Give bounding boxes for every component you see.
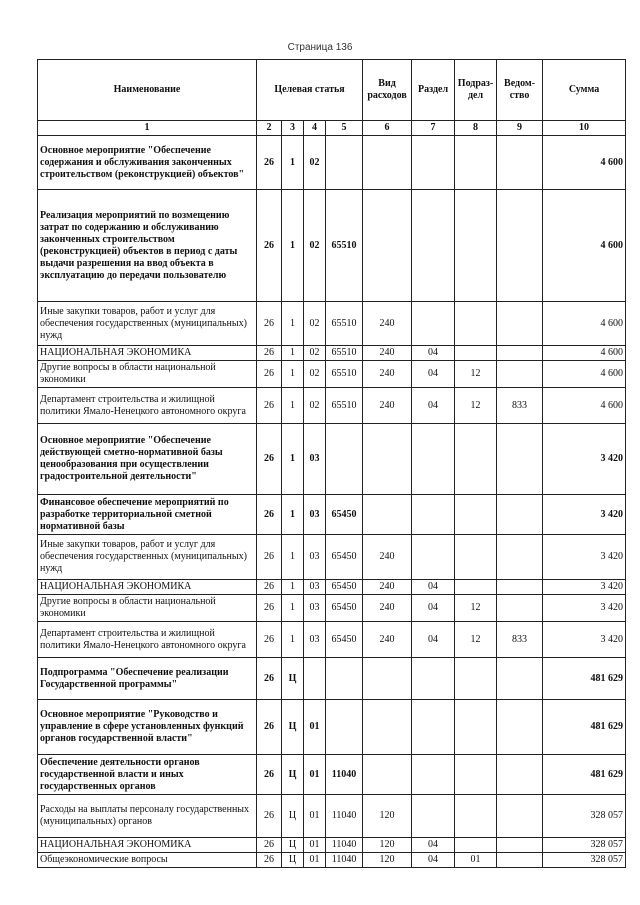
cell-summa: 4 600	[543, 190, 626, 302]
cell-vid: 240	[363, 302, 412, 346]
cell-vid	[363, 136, 412, 190]
cell-event: 01	[304, 755, 326, 795]
cell-program: 26	[257, 853, 282, 868]
cell-program: 26	[257, 136, 282, 190]
cell-summa: 4 600	[543, 361, 626, 388]
cell-event: 02	[304, 190, 326, 302]
header-summa: Сумма	[543, 60, 626, 121]
cell-name: Основное мероприятие "Обеспечение содержания и обслуживания законченных строительством (реконструкцией) объектов"	[38, 136, 257, 190]
cell-event: 03	[304, 424, 326, 495]
cell-summa: 3 420	[543, 495, 626, 535]
cell-direction: 65510	[326, 190, 363, 302]
cell-vid: 240	[363, 346, 412, 361]
cell-program: 26	[257, 424, 282, 495]
cell-event: 01	[304, 853, 326, 868]
cell-name: Другие вопросы в области национальной экономики	[38, 595, 257, 622]
col-number: 3	[282, 121, 304, 136]
cell-direction: 65450	[326, 535, 363, 580]
cell-subprogram: 1	[282, 302, 304, 346]
cell-event: 02	[304, 388, 326, 424]
cell-vedomstvo	[497, 838, 543, 853]
cell-direction: 11040	[326, 838, 363, 853]
table-row	[38, 346, 626, 361]
cell-razdel: 04	[412, 388, 455, 424]
cell-vid: 120	[363, 838, 412, 853]
table-row	[38, 755, 626, 795]
cell-direction: 65450	[326, 622, 363, 658]
column-number-row	[38, 121, 626, 136]
cell-name: Иные закупки товаров, работ и услуг для обеспечения государственных (муниципальных) нужд	[38, 302, 257, 346]
cell-summa: 328 057	[543, 838, 626, 853]
cell-summa: 3 420	[543, 424, 626, 495]
table-row	[38, 388, 626, 424]
cell-name: Основное мероприятие "Руководство и управление в сфере установленных функций органов государственной власти"	[38, 700, 257, 755]
cell-vid	[363, 424, 412, 495]
cell-vedomstvo	[497, 700, 543, 755]
cell-summa: 4 600	[543, 302, 626, 346]
cell-podrazdel: 12	[455, 388, 497, 424]
cell-summa: 3 420	[543, 535, 626, 580]
cell-direction: 11040	[326, 853, 363, 868]
cell-razdel	[412, 700, 455, 755]
cell-vid	[363, 755, 412, 795]
cell-name: Финансовое обеспечение мероприятий по разработке территориальной сметной нормативной базы	[38, 495, 257, 535]
cell-vid: 240	[363, 595, 412, 622]
cell-razdel: 04	[412, 853, 455, 868]
cell-podrazdel	[455, 580, 497, 595]
cell-podrazdel	[455, 658, 497, 700]
cell-vid	[363, 495, 412, 535]
cell-subprogram: 1	[282, 595, 304, 622]
table-row	[38, 535, 626, 580]
cell-event: 02	[304, 361, 326, 388]
cell-program: 26	[257, 346, 282, 361]
page-label: Страница 136	[287, 42, 353, 53]
cell-vedomstvo	[497, 535, 543, 580]
cell-name: Расходы на выплаты персоналу государственных (муниципальных) органов	[38, 795, 257, 838]
cell-event: 03	[304, 580, 326, 595]
header-razdel: Раздел	[412, 60, 455, 121]
table-row	[38, 700, 626, 755]
header-row	[38, 60, 626, 121]
cell-subprogram: 1	[282, 190, 304, 302]
cell-name: Департамент строительства и жилищной политики Ямало-Ненецкого автономного округа	[38, 622, 257, 658]
cell-event: 02	[304, 302, 326, 346]
cell-subprogram: 1	[282, 136, 304, 190]
cell-razdel: 04	[412, 838, 455, 853]
cell-program: 26	[257, 535, 282, 580]
cell-summa: 4 600	[543, 136, 626, 190]
cell-razdel	[412, 795, 455, 838]
table-row	[38, 580, 626, 595]
cell-direction: 65450	[326, 495, 363, 535]
cell-summa: 328 057	[543, 853, 626, 868]
cell-subprogram: Ц	[282, 755, 304, 795]
header-podrazdel: Подраз-дел	[455, 60, 497, 121]
cell-podrazdel: 01	[455, 853, 497, 868]
cell-name: Департамент строительства и жилищной политики Ямало-Ненецкого автономного округа	[38, 388, 257, 424]
cell-name: Обеспечение деятельности органов государственной власти и иных государственных органов	[38, 755, 257, 795]
cell-podrazdel	[455, 302, 497, 346]
cell-summa: 481 629	[543, 700, 626, 755]
cell-program: 26	[257, 580, 282, 595]
table-row	[38, 136, 626, 190]
cell-name: Подпрограмма "Обеспечение реализации Государственной программы"	[38, 658, 257, 700]
cell-vid: 240	[363, 535, 412, 580]
cell-razdel: 04	[412, 622, 455, 658]
cell-vid: 120	[363, 795, 412, 838]
table-row	[38, 495, 626, 535]
cell-summa: 3 420	[543, 595, 626, 622]
cell-vedomstvo	[497, 580, 543, 595]
cell-direction: 65510	[326, 388, 363, 424]
cell-name: Основное мероприятие "Обеспечение действующей сметно-нормативной базы ценообразования при осуществлении градостроительной деятельности"	[38, 424, 257, 495]
cell-event: 03	[304, 535, 326, 580]
cell-name: Другие вопросы в области национальной экономики	[38, 361, 257, 388]
cell-podrazdel: 12	[455, 361, 497, 388]
cell-vedomstvo	[497, 853, 543, 868]
cell-program: 26	[257, 658, 282, 700]
cell-vedomstvo	[497, 658, 543, 700]
col-number: 6	[363, 121, 412, 136]
cell-program: 26	[257, 755, 282, 795]
cell-razdel	[412, 302, 455, 346]
col-number: 4	[304, 121, 326, 136]
cell-subprogram: 1	[282, 388, 304, 424]
cell-vid	[363, 190, 412, 302]
table-row	[38, 838, 626, 853]
cell-subprogram: Ц	[282, 838, 304, 853]
cell-subprogram: Ц	[282, 658, 304, 700]
table-row	[38, 190, 626, 302]
cell-podrazdel	[455, 755, 497, 795]
cell-summa: 481 629	[543, 658, 626, 700]
cell-vedomstvo	[497, 346, 543, 361]
cell-summa: 4 600	[543, 388, 626, 424]
cell-vedomstvo	[497, 495, 543, 535]
table-row	[38, 302, 626, 346]
cell-vedomstvo: 833	[497, 388, 543, 424]
cell-direction: 65510	[326, 302, 363, 346]
cell-vid: 120	[363, 853, 412, 868]
cell-program: 26	[257, 622, 282, 658]
cell-subprogram: 1	[282, 495, 304, 535]
cell-program: 26	[257, 361, 282, 388]
cell-subprogram: 1	[282, 535, 304, 580]
cell-program: 26	[257, 700, 282, 755]
cell-vedomstvo	[497, 136, 543, 190]
table-row	[38, 361, 626, 388]
cell-name: Иные закупки товаров, работ и услуг для обеспечения государственных (муниципальных) нужд	[38, 535, 257, 580]
cell-razdel: 04	[412, 361, 455, 388]
table-row	[38, 622, 626, 658]
cell-event: 01	[304, 700, 326, 755]
col-number: 7	[412, 121, 455, 136]
cell-event: 01	[304, 838, 326, 853]
cell-summa: 3 420	[543, 622, 626, 658]
table-row	[38, 853, 626, 868]
cell-event	[304, 658, 326, 700]
cell-razdel: 04	[412, 595, 455, 622]
cell-podrazdel	[455, 424, 497, 495]
cell-name: НАЦИОНАЛЬНАЯ ЭКОНОМИКА	[38, 838, 257, 853]
cell-program: 26	[257, 302, 282, 346]
col-number: 2	[257, 121, 282, 136]
cell-subprogram: Ц	[282, 700, 304, 755]
cell-direction	[326, 136, 363, 190]
cell-program: 26	[257, 795, 282, 838]
table-row	[38, 795, 626, 838]
cell-event: 02	[304, 346, 326, 361]
cell-name: НАЦИОНАЛЬНАЯ ЭКОНОМИКА	[38, 346, 257, 361]
cell-vid: 240	[363, 361, 412, 388]
cell-event: 03	[304, 495, 326, 535]
cell-event: 03	[304, 622, 326, 658]
cell-vid	[363, 700, 412, 755]
cell-razdel: 04	[412, 346, 455, 361]
header-vedomstvo: Ведом-ство	[497, 60, 543, 121]
cell-vid: 240	[363, 388, 412, 424]
cell-razdel	[412, 658, 455, 700]
cell-subprogram: 1	[282, 580, 304, 595]
cell-direction: 11040	[326, 755, 363, 795]
cell-podrazdel: 12	[455, 622, 497, 658]
col-number: 1	[38, 121, 257, 136]
cell-podrazdel	[455, 136, 497, 190]
cell-razdel	[412, 495, 455, 535]
cell-vid	[363, 658, 412, 700]
header-vid: Вид расходов	[363, 60, 412, 121]
table-row	[38, 658, 626, 700]
cell-direction: 11040	[326, 795, 363, 838]
cell-direction: 65450	[326, 580, 363, 595]
cell-vedomstvo	[497, 595, 543, 622]
cell-razdel	[412, 190, 455, 302]
cell-vedomstvo: 833	[497, 622, 543, 658]
col-number: 10	[543, 121, 626, 136]
cell-name: Общеэкономические вопросы	[38, 853, 257, 868]
cell-direction	[326, 700, 363, 755]
cell-vedomstvo	[497, 361, 543, 388]
cell-vedomstvo	[497, 755, 543, 795]
cell-podrazdel	[455, 495, 497, 535]
header-name: Наименование	[38, 60, 257, 121]
cell-razdel: 04	[412, 580, 455, 595]
cell-razdel	[412, 755, 455, 795]
cell-subprogram: 1	[282, 346, 304, 361]
cell-program: 26	[257, 190, 282, 302]
cell-podrazdel	[455, 795, 497, 838]
col-number: 5	[326, 121, 363, 136]
cell-podrazdel	[455, 535, 497, 580]
cell-podrazdel	[455, 346, 497, 361]
cell-name: Реализация мероприятий по возмещению затрат по содержанию и обслуживанию законченных строительством (реконструкцией) объектов в период с даты выдачи разрешения на ввод объекта в эксплуатацию до передачи пользователю	[38, 190, 257, 302]
cell-event: 01	[304, 795, 326, 838]
cell-subprogram: Ц	[282, 795, 304, 838]
cell-vedomstvo	[497, 424, 543, 495]
cell-vedomstvo	[497, 795, 543, 838]
cell-razdel	[412, 535, 455, 580]
cell-program: 26	[257, 495, 282, 535]
table-row	[38, 424, 626, 495]
cell-podrazdel	[455, 838, 497, 853]
cell-name: НАЦИОНАЛЬНАЯ ЭКОНОМИКА	[38, 580, 257, 595]
cell-program: 26	[257, 388, 282, 424]
cell-subprogram: 1	[282, 424, 304, 495]
budget-table	[37, 59, 626, 868]
cell-summa: 4 600	[543, 346, 626, 361]
cell-subprogram: 1	[282, 361, 304, 388]
cell-direction	[326, 658, 363, 700]
cell-direction: 65450	[326, 595, 363, 622]
cell-vedomstvo	[497, 302, 543, 346]
cell-direction: 65510	[326, 346, 363, 361]
table-body	[38, 136, 626, 868]
table-row	[38, 595, 626, 622]
cell-podrazdel	[455, 700, 497, 755]
cell-event: 03	[304, 595, 326, 622]
cell-direction: 65510	[326, 361, 363, 388]
cell-summa: 328 057	[543, 795, 626, 838]
col-number: 9	[497, 121, 543, 136]
cell-event: 02	[304, 136, 326, 190]
cell-vid: 240	[363, 580, 412, 595]
cell-razdel	[412, 136, 455, 190]
cell-razdel	[412, 424, 455, 495]
cell-program: 26	[257, 595, 282, 622]
cell-podrazdel	[455, 190, 497, 302]
cell-podrazdel: 12	[455, 595, 497, 622]
cell-vedomstvo	[497, 190, 543, 302]
cell-program: 26	[257, 838, 282, 853]
cell-subprogram: 1	[282, 622, 304, 658]
header-target: Целевая статья	[257, 60, 363, 121]
cell-subprogram: Ц	[282, 853, 304, 868]
cell-summa: 481 629	[543, 755, 626, 795]
cell-summa: 3 420	[543, 580, 626, 595]
cell-direction	[326, 424, 363, 495]
cell-vid: 240	[363, 622, 412, 658]
col-number: 8	[455, 121, 497, 136]
